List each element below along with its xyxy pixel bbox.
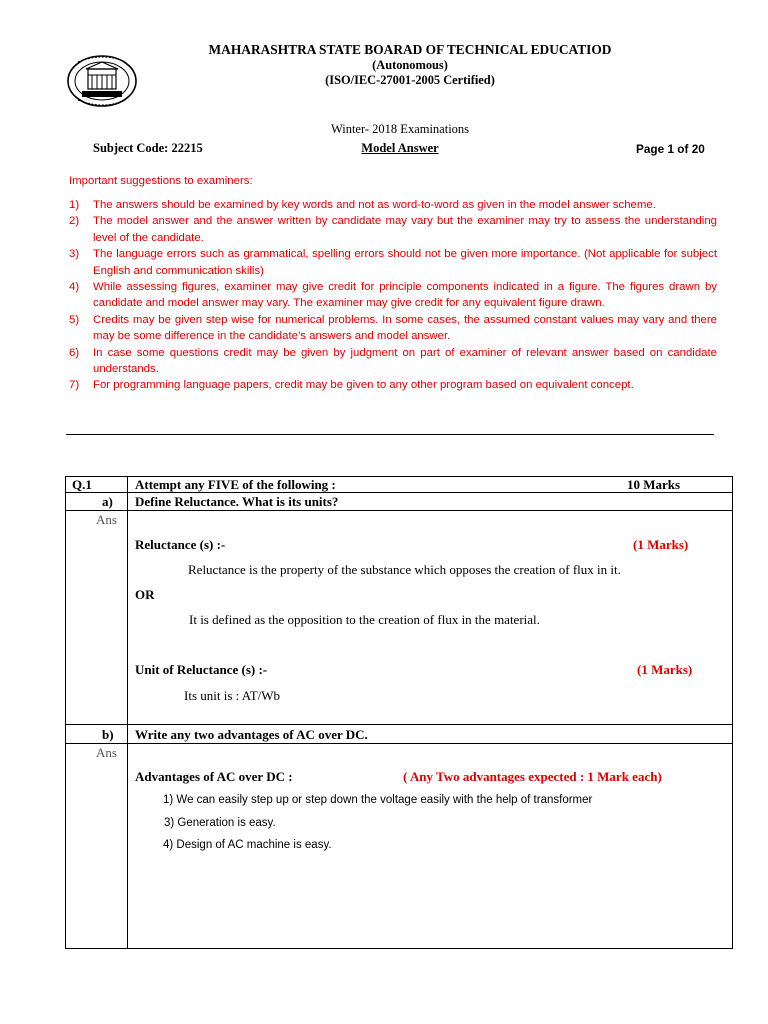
advantages-marks: ( Any Two advantages expected : 1 Mark each) <box>403 769 662 784</box>
advantage-point: 3) Generation is easy. <box>164 817 276 829</box>
subquestion-label-a: a) <box>102 494 113 509</box>
reluctance-definition-2: It is defined as the opposition to the creation of flux in the material. <box>189 612 540 627</box>
msbte-logo <box>66 54 138 108</box>
board-name: MAHARASHTRA STATE BOARAD OF TECHNICAL EDUCATIOD <box>208 42 612 57</box>
reluctance-heading: Reluctance (s) :- <box>135 537 226 552</box>
table-row-divider <box>65 743 733 744</box>
advantages-heading: Advantages of AC over DC : <box>135 769 293 784</box>
table-row-divider <box>65 510 733 511</box>
suggestions-list <box>69 197 717 394</box>
unit-marks: (1 Marks) <box>637 662 693 677</box>
question-marks: 10 Marks <box>627 477 681 492</box>
question-number: Q.1 <box>72 477 92 492</box>
suggestion-item: 4) While assessing figures, examiner may give credit for principle components indicated in a figure. The figures drawn by candidate and model answer may vary. The examiner may give credit for any equivalent figure drawn. <box>69 281 717 310</box>
page-number: Page 1 of 20 <box>636 142 705 156</box>
model-answer-title: Model Answer <box>361 141 439 155</box>
suggestion-item: 6) In case some questions credit may be given by judgment on part of examiner of relevant answer based on candidate understands. <box>69 346 717 376</box>
table-row-divider <box>65 724 733 725</box>
suggestion-item: 7) For programming language papers, credit may be given to any other program based on equivalent concept. <box>69 379 634 392</box>
suggestion-item: 3) The language errors such as grammatical, spelling errors should not be given more importance. (Not applicable for subject English and communication skills) <box>69 248 717 277</box>
subquestion-a-text: Define Reluctance. What is its units? <box>135 494 339 509</box>
reluctance-marks: (1 Marks) <box>633 537 689 552</box>
reluctance-definition-1: Reluctance is the property of the substance which opposes the creation of flux in it. <box>188 562 621 577</box>
ans-label-a: Ans <box>96 512 117 527</box>
certification-label: (ISO/IEC-27001-2005 Certified) <box>325 73 495 87</box>
suggestion-item: 2) The model answer and the answer written by candidate may vary but the examiner may try to assess the understanding level of the candidate. <box>69 215 717 244</box>
subject-code: Subject Code: 22215 <box>93 141 203 155</box>
subquestion-b-text: Write any two advantages of AC over DC. <box>135 727 368 742</box>
unit-heading: Unit of Reluctance (s) :- <box>135 662 268 677</box>
advantage-point: 4) Design of AC machine is easy. <box>163 839 332 851</box>
suggestions-title: Important suggestions to examiners: <box>69 175 253 187</box>
separator-rule <box>66 434 714 435</box>
table-column-divider <box>127 476 128 949</box>
question-title: Attempt any FIVE of the following : <box>135 477 336 492</box>
suggestion-item: 1) The answers should be examined by key words and not as word-to-word as given in the model answer scheme. <box>69 199 656 211</box>
or-label: OR <box>135 587 155 602</box>
suggestion-item: 5) Credits may be given step wise for numerical problems. In some cases, the assumed constant values may vary and there may be some difference in the candidate’s answers and model answer. <box>69 313 717 343</box>
autonomous-label: (Autonomous) <box>372 58 448 72</box>
ans-label-b: Ans <box>96 745 117 760</box>
advantage-point: 1) We can easily step up or step down the voltage easily with the help of transformer <box>163 794 593 806</box>
unit-text: Its unit is : AT/Wb <box>184 688 281 703</box>
exam-title: Winter- 2018 Examinations <box>330 122 470 136</box>
subquestion-label-b: b) <box>102 727 114 742</box>
